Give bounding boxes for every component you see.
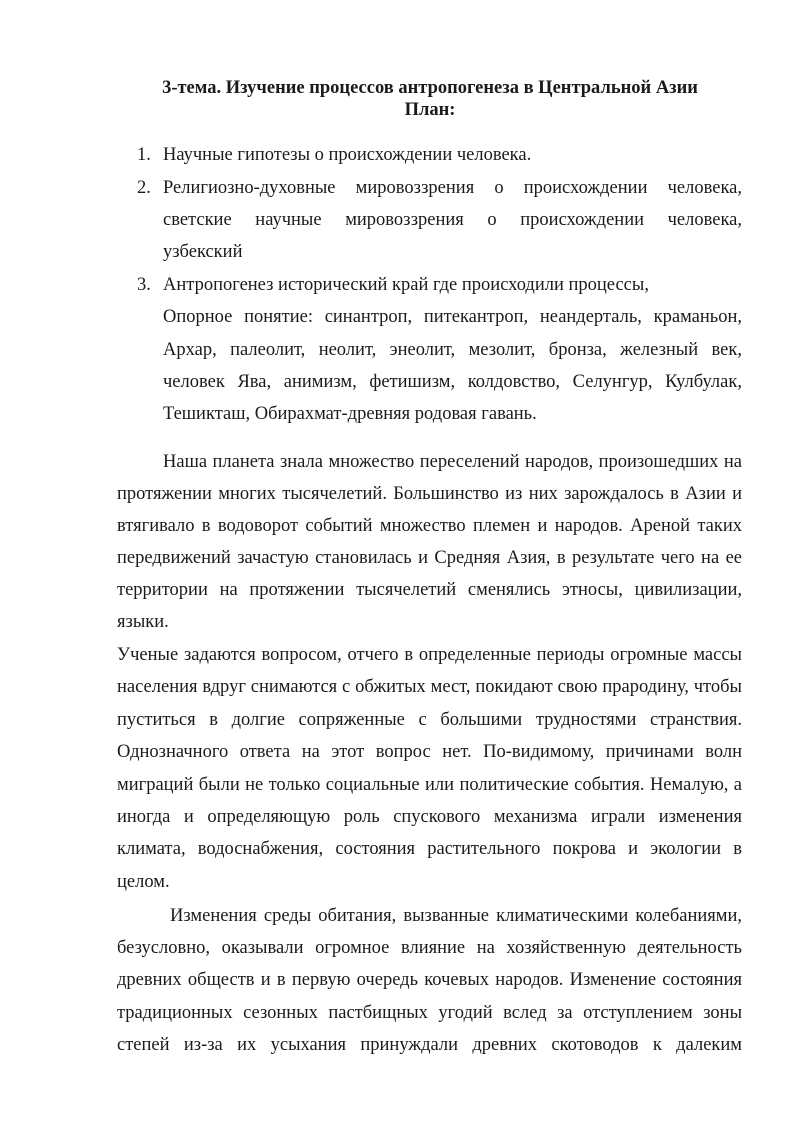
paragraph-line: языки. (117, 612, 169, 632)
plan-item-text: узбекский (163, 242, 243, 262)
paragraph-line: Однозначного ответа на этот вопрос нет. По-видимому, причинами волн (117, 742, 742, 762)
plan-item-text: светские научные мировоззрения о происхождении человека, (163, 210, 742, 230)
plan-item-number: 1. (137, 145, 151, 165)
plan-item-number: 2. (137, 178, 151, 198)
paragraph-line: протяжении многих тысячелетий. Большинство из них зарождалось в Азии и (117, 484, 742, 504)
paragraph-line: древних обществ и в первую очередь кочевых народов. Изменение состояния (117, 970, 742, 990)
plan-item-text: Опорное понятие: синантроп, питекантроп, неандерталь, краманьон, (163, 307, 742, 327)
paragraph-line: безусловно, оказывали огромное влияние на хозяйственную деятельность (117, 938, 742, 958)
document-title: 3-тема. Изучение процессов антропогенеза в Центральной Азии (162, 78, 698, 98)
paragraph-line: пуститься в долгие сопряженные с большими трудностями странствия. (117, 710, 742, 730)
paragraph-line: населения вдруг снимаются с обжитых мест, покидают свою прародину, чтобы (117, 677, 742, 697)
paragraph-line: климата, водоснабжения, состояния растительного покрова и экологии в (117, 839, 742, 859)
paragraph-line: Изменения среды обитания, вызванные климатическими колебаниями, (170, 906, 742, 926)
paragraph-line: целом. (117, 872, 170, 892)
paragraph-line: Ученые задаются вопросом, отчего в определенные периоды огромные массы (117, 645, 742, 665)
paragraph-line: Наша планета знала множество переселений народов, произошедших на (163, 452, 742, 472)
plan-item-text: Научные гипотезы о происхождении человека. (163, 145, 532, 165)
plan-item-text: Антропогенез исторический край где происходили процессы, (163, 275, 649, 295)
plan-item-number: 3. (137, 275, 151, 295)
paragraph-line: передвижений зачастую становилась и Средняя Азия, в результате чего на ее (117, 548, 742, 568)
paragraph-line: иногда и определяющую роль спускового механизма играли изменения (117, 807, 742, 827)
paragraph-line: миграций были не только социальные или политические события. Немалую, а (117, 775, 742, 795)
paragraph-line: втягивало в водоворот событий множество племен и народов. Ареной таких (117, 516, 742, 536)
paragraph-line: территории на протяжении тысячелетий сменялись этносы, цивилизации, (117, 580, 742, 600)
plan-item-text: Религиозно-духовные мировоззрения о происхождении человека, (163, 178, 742, 198)
plan-item-text: Тешикташ, Обирахмат-древняя родовая гавань. (163, 404, 537, 424)
paragraph-line: традиционных сезонных пастбищных угодий вслед за отступлением зоны (117, 1003, 742, 1023)
plan-item-text: человек Ява, анимизм, фетишизм, колдовство, Селунгур, Кулбулак, (163, 372, 742, 392)
plan-item-text: Архар, палеолит, неолит, энеолит, мезолит, бронза, железный век, (163, 340, 742, 360)
paragraph-line: степей из-за их усыхания принуждали древних скотоводов к далеким (117, 1035, 742, 1055)
plan-heading: План: (404, 100, 456, 120)
